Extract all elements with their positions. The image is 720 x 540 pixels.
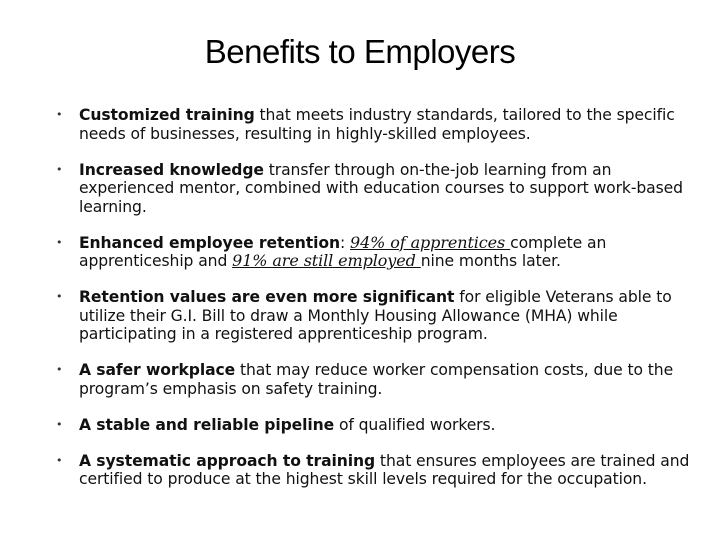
bullet-heading: A stable and reliable pipeline <box>79 415 335 434</box>
bullet-increased-knowledge <box>54 161 704 217</box>
statistic-still-employed: 91% are still employed <box>232 251 421 270</box>
bullet-veterans-retention <box>54 288 704 344</box>
bullet-dot: • <box>56 363 63 376</box>
bullet-heading: Customized training <box>79 106 255 124</box>
bullet-dot: • <box>56 235 63 249</box>
bullet-heading: Enhanced employee retention <box>79 233 340 252</box>
bullet-heading: Increased knowledge <box>79 160 264 179</box>
bullet-text: : <box>340 233 351 252</box>
bullet-heading: Retention values are even more significant <box>79 288 455 306</box>
bullet-systematic-training <box>54 452 704 489</box>
bullet-text: that ensures employees are trained and certified to produce at the highest skill levels required for the occupation. <box>79 451 690 488</box>
bullet-text: of qualified workers. <box>334 415 496 434</box>
bullet-dot: • <box>56 453 63 467</box>
bullet-stable-pipeline <box>54 416 704 435</box>
bullet-text: for eligible Veterans able to utilize their G.I. Bill to draw a Monthly Housing Allowance (MHA) while participating in a registered apprenticeship program. <box>79 288 672 343</box>
bullet-dot: • <box>56 417 63 431</box>
bullet-text: that meets industry standards, tailored to the specific needs of businesses, resulting in highly-skilled employees. <box>79 106 675 143</box>
bullet-text: nine months later. <box>420 252 561 270</box>
bullet-text: that may reduce worker compensation costs, due to the program’s emphasis on safety training. <box>79 361 674 398</box>
bullet-customized-training <box>54 106 704 143</box>
bullet-safer-workplace <box>54 361 704 398</box>
bullet-text: transfer through on-the-job learning from an experienced mentor, combined with education courses to support work-based learning. <box>79 160 683 216</box>
bullet-dot: • <box>56 290 63 303</box>
bullet-employee-retention <box>54 234 704 271</box>
bullet-heading: A systematic approach to training <box>79 451 376 470</box>
bullet-text: complete an apprenticeship and <box>79 233 607 270</box>
bullet-heading: A safer workplace <box>79 361 236 379</box>
bullet-list <box>54 106 704 506</box>
bullet-dot: • <box>56 108 63 121</box>
slide-title: Benefits to Employers <box>204 33 516 70</box>
statistic-apprentices-complete: 94% of apprentices <box>350 232 511 252</box>
bullet-dot: • <box>56 162 63 176</box>
